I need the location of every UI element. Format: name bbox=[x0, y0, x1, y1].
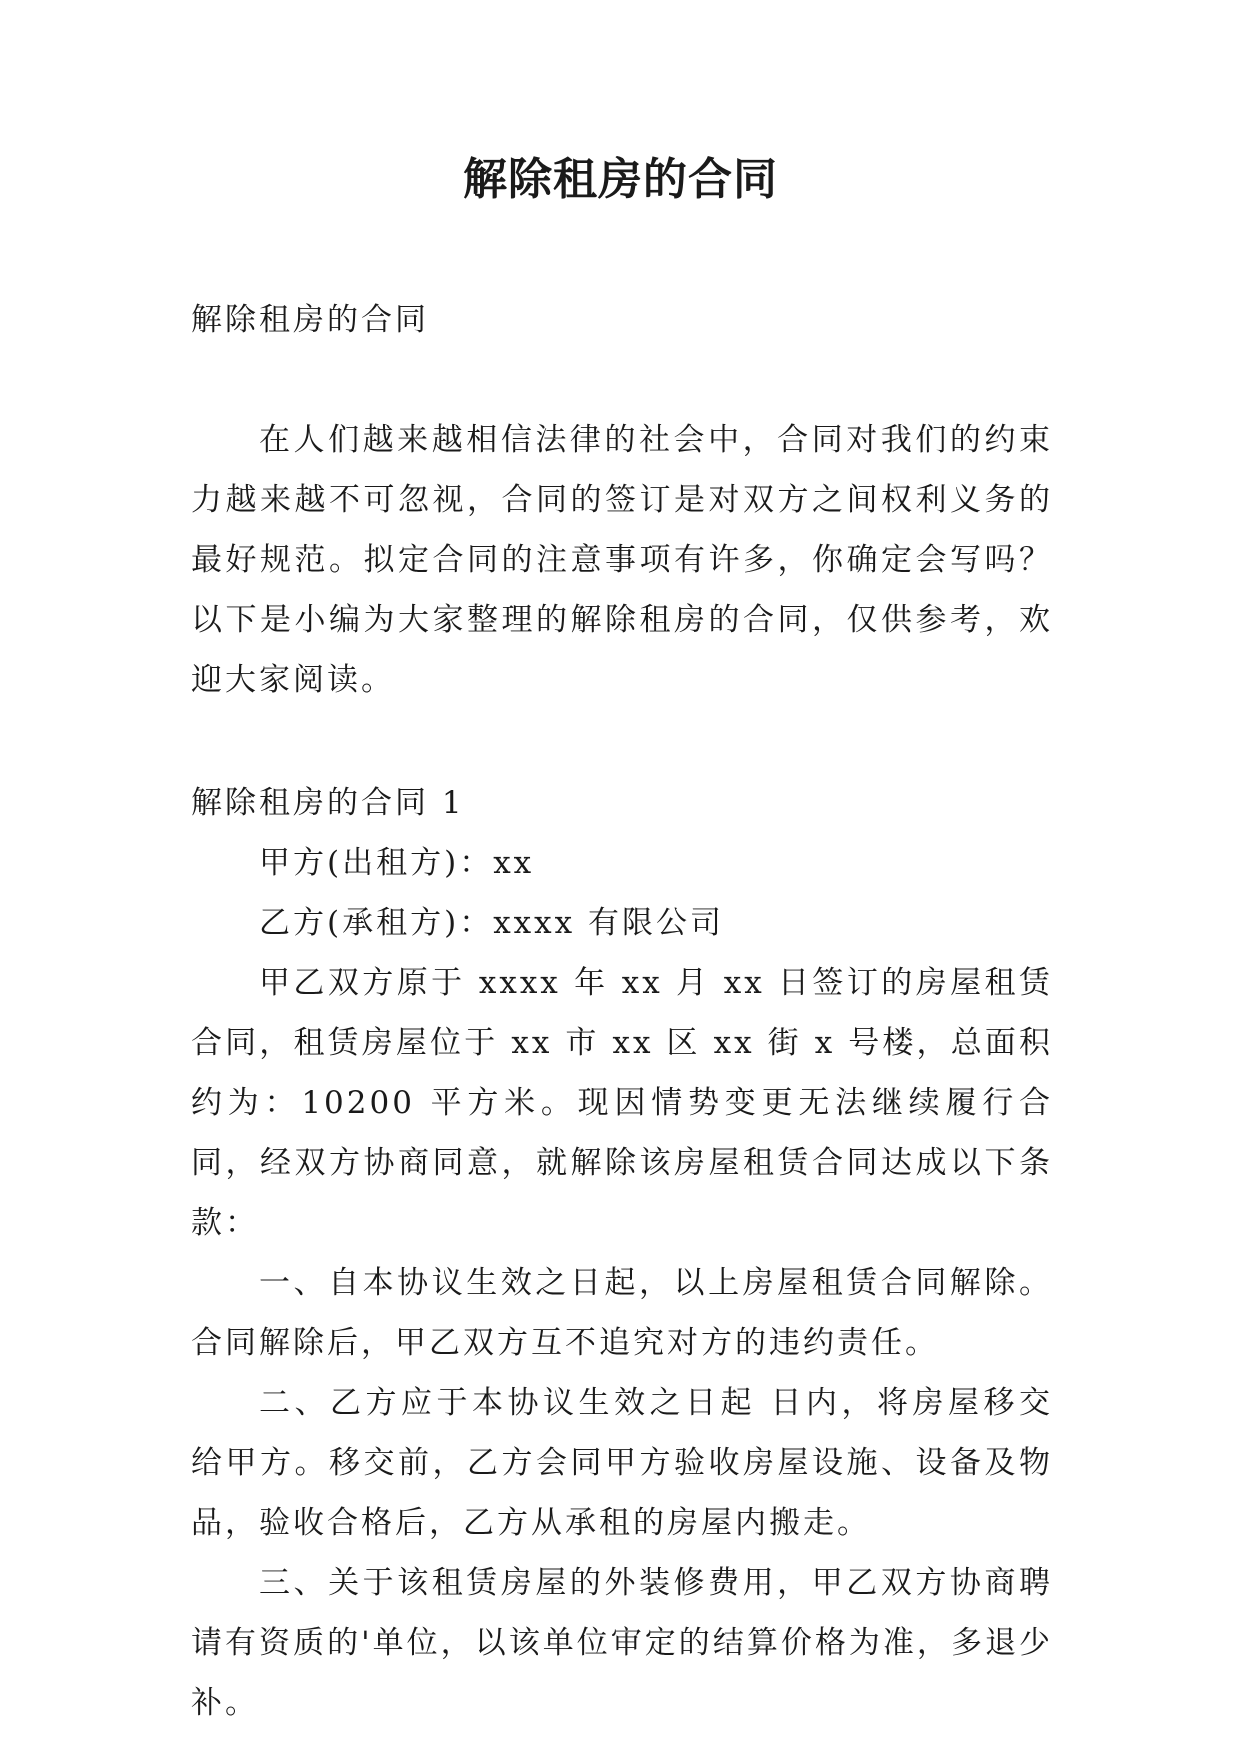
document-subtitle: 解除租房的合同 bbox=[191, 302, 429, 338]
document-title: 解除租房的合同 bbox=[463, 154, 778, 205]
spacer bbox=[191, 350, 1053, 410]
clause-1-paragraph: 一、自本协议生效之日起，以上房屋租赁合同解除。合同解除后，甲乙双方互不追究对方的违约责任。 bbox=[191, 1265, 1053, 1361]
clause-2-paragraph: 二、乙方应于本协议生效之日起 日内，将房屋移交给甲方。移交前，乙方会同甲方验收房屋设施、设备及物品，验收合格后，乙方从承租的房屋内搬走。 bbox=[191, 1385, 1053, 1541]
party-a-line: 甲方(出租方)：xx bbox=[259, 845, 535, 881]
party-b-line: 乙方(承租方)：xxxx 有限公司 bbox=[259, 905, 724, 941]
spacer bbox=[191, 710, 1053, 773]
section-heading: 解除租房的合同 1 bbox=[191, 785, 465, 821]
clause-3-paragraph: 三、关于该租赁房屋的外装修费用，甲乙双方协商聘请有资质的'单位，以该单位审定的结算价格为准，多退少补。 bbox=[191, 1565, 1053, 1721]
document-body bbox=[191, 290, 1053, 1733]
preamble-paragraph: 甲乙双方原于 xxxx 年 xx 月 xx 日签订的房屋租赁合同，租赁房屋位于 xx 市 xx 区 xx 街 x 号楼，总面积约为：10200 平方米。现因情势变更无法继续履行合同，经双方协商同意，就解除该房屋租赁合同达成以下条款： bbox=[191, 965, 1053, 1241]
intro-paragraph: 在人们越来越相信法律的社会中，合同对我们的约束力越来越不可忽视，合同的签订是对双方之间权利义务的最好规范。拟定合同的注意事项有许多，你确定会写吗？以下是小编为大家整理的解除租房的合同，仅供参考，欢迎大家阅读。 bbox=[191, 422, 1053, 698]
